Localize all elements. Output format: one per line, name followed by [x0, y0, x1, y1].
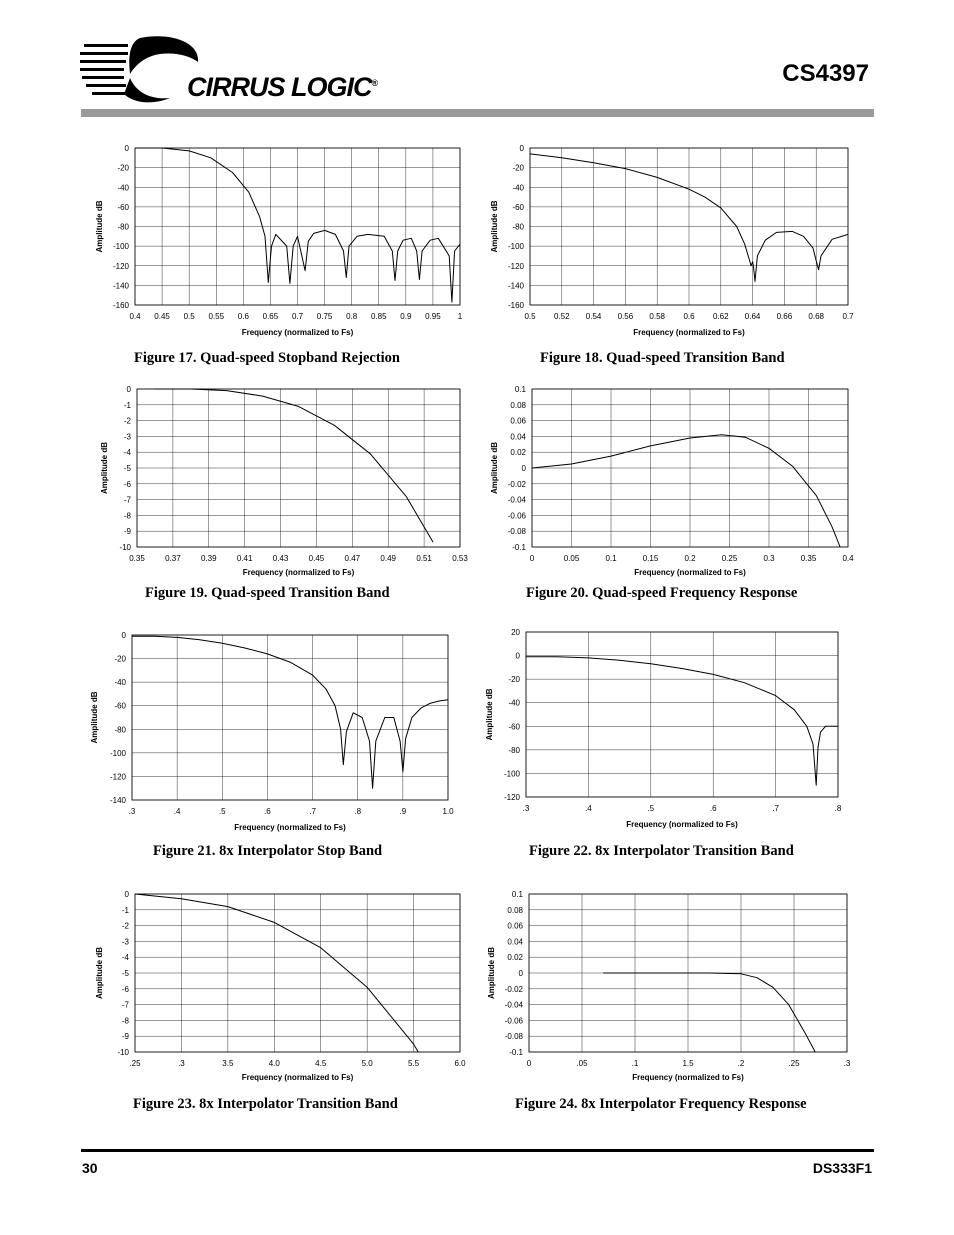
y-tick-label: -40	[117, 183, 129, 193]
x-tick-label: 0.5	[524, 312, 536, 321]
x-tick-label: 0.66	[776, 312, 793, 321]
chart-svg	[90, 140, 470, 340]
chart-svg	[95, 380, 475, 580]
caption-fig22: Figure 22. 8x Interpolator Transition Band	[529, 843, 794, 859]
x-tick-label: 0.68	[808, 312, 824, 321]
x-tick-label: .5	[647, 804, 655, 813]
x-tick-label: 0.6	[237, 312, 249, 321]
x-tick-label: 0.47	[344, 554, 361, 563]
chart-svg	[85, 625, 465, 835]
y-tick-label: 0.08	[507, 905, 523, 915]
x-tick-label: .6	[264, 807, 271, 816]
caption-fig24: Figure 24. 8x Interpolator Frequency Response	[515, 1096, 807, 1112]
x-tick-label: 0.95	[425, 312, 441, 321]
y-tick-label: -8	[123, 511, 131, 521]
y-tick-label: -140	[109, 796, 126, 805]
y-tick-label: -80	[508, 745, 520, 755]
chart-fig23	[90, 885, 470, 1085]
y-axis-label: Amplitude dB	[490, 200, 499, 253]
x-tick-label: 0.5	[183, 312, 195, 321]
x-tick-label: 0.9	[400, 312, 412, 321]
y-tick-label: -120	[109, 772, 126, 782]
y-tick-label: -0.02	[504, 984, 523, 994]
y-tick-label: -40	[508, 698, 520, 708]
y-axis-label: Amplitude dB	[100, 442, 109, 494]
y-tick-label: -5	[123, 464, 131, 473]
y-tick-label: -0.08	[507, 527, 526, 537]
y-tick-label: -10	[117, 1048, 129, 1057]
x-tick-label: 0.52	[554, 312, 570, 321]
x-tick-label: 0.25	[721, 554, 738, 563]
y-tick-label: -6	[123, 479, 131, 489]
x-tick-label: 1.5	[682, 1059, 694, 1068]
x-tick-label: 4.0	[268, 1059, 280, 1068]
x-tick-label: 0.41	[236, 554, 253, 563]
x-axis-label: Frequency (normalized to Fs)	[242, 568, 355, 577]
x-tick-label: .25	[788, 1059, 800, 1068]
y-tick-label: -100	[507, 242, 524, 252]
x-tick-label: 0.75	[316, 312, 333, 321]
y-tick-label: 0	[515, 651, 520, 661]
y-tick-label: -20	[117, 163, 129, 173]
x-tick-label: .6	[709, 804, 717, 813]
y-tick-label: 0	[518, 969, 523, 978]
y-tick-label: -40	[512, 183, 524, 193]
x-tick-label: 0.39	[200, 554, 217, 563]
y-tick-label: -7	[121, 1000, 129, 1010]
x-tick-label: 0.65	[262, 312, 279, 321]
y-tick-label: 20	[511, 628, 520, 637]
logo-wordmark: CIRRUS LOGIC®	[187, 72, 378, 102]
chart-svg	[480, 622, 860, 832]
x-tick-label: 0.3	[763, 554, 775, 563]
y-tick-label: -80	[512, 222, 524, 232]
y-tick-label: -3	[121, 937, 129, 947]
x-axis-label: Frequency (normalized to Fs)	[234, 823, 346, 832]
y-tick-label: 0	[519, 144, 524, 153]
chart-fig21	[85, 625, 465, 835]
y-tick-label: 0.04	[507, 937, 523, 947]
y-tick-label: 0	[121, 631, 126, 640]
x-tick-label: 0.1	[605, 554, 617, 563]
y-tick-label: -0.06	[504, 1016, 523, 1026]
x-tick-label: 0	[529, 554, 535, 563]
y-tick-label: -60	[117, 202, 129, 212]
y-axis-label: Amplitude dB	[95, 200, 104, 253]
x-tick-label: 4.5	[315, 1059, 327, 1068]
x-tick-label: .9	[399, 807, 407, 816]
x-tick-label: 0	[526, 1059, 532, 1068]
x-tick-label: .2	[737, 1059, 745, 1068]
page-number: 30	[82, 1160, 98, 1176]
y-tick-label: -60	[508, 722, 520, 732]
x-axis-label: Frequency (normalized to Fs)	[634, 568, 746, 577]
y-tick-label: -0.04	[507, 495, 526, 505]
x-tick-label: .3	[522, 804, 530, 813]
x-tick-label: 6.0	[454, 1059, 466, 1068]
x-tick-label: .7	[772, 804, 779, 813]
x-axis-label: Frequency (normalized to Fs)	[632, 1073, 744, 1082]
y-tick-label: 0.04	[510, 432, 526, 442]
plot-frame	[526, 632, 838, 797]
y-tick-label: -1	[121, 905, 129, 915]
y-tick-label: -1	[123, 400, 131, 410]
y-tick-label: 0	[521, 464, 526, 473]
caption-fig17: Figure 17. Quad-speed Stopband Rejection	[134, 350, 400, 366]
y-tick-label: 0	[124, 144, 129, 153]
y-tick-label: -2	[121, 921, 129, 931]
x-tick-label: 1	[457, 312, 463, 321]
chart-fig19	[95, 380, 475, 580]
chart-fig20	[485, 380, 865, 580]
y-axis-label: Amplitude dB	[487, 947, 496, 999]
y-tick-label: -140	[507, 281, 524, 291]
y-tick-label: -100	[109, 748, 126, 758]
x-tick-label: 0.64	[744, 312, 761, 321]
x-axis-label: Frequency (normalized to Fs)	[626, 820, 738, 829]
x-tick-label: 0.05	[563, 554, 580, 563]
y-tick-label: -3	[123, 432, 131, 442]
y-axis-label: Amplitude dB	[95, 947, 104, 999]
y-tick-label: -0.08	[504, 1032, 523, 1042]
x-tick-label: 0.37	[165, 554, 181, 563]
y-tick-label: 0.06	[510, 416, 526, 426]
y-tick-label: 0	[126, 385, 131, 394]
x-tick-label: 0.49	[380, 554, 397, 563]
x-tick-label: 0.51	[416, 554, 432, 563]
x-tick-label: 5.5	[408, 1059, 420, 1068]
y-tick-label: -80	[117, 222, 129, 232]
x-tick-label: 0.45	[308, 554, 325, 563]
x-tick-label: 0.55	[208, 312, 225, 321]
y-tick-label: -9	[121, 1032, 129, 1042]
y-tick-label: -140	[112, 281, 129, 291]
y-tick-label: 0.02	[507, 953, 523, 963]
chart-svg	[482, 885, 862, 1085]
y-tick-label: -10	[119, 543, 131, 552]
y-tick-label: 0.06	[507, 921, 523, 931]
x-axis-label: Frequency (normalized to Fs)	[241, 328, 354, 337]
y-tick-label: -20	[114, 654, 126, 664]
x-axis-label: Frequency (normalized to Fs)	[241, 1073, 354, 1082]
x-tick-label: .3	[178, 1059, 185, 1068]
x-tick-label: .4	[585, 804, 592, 813]
x-tick-label: 0.56	[617, 312, 634, 321]
caption-fig20: Figure 20. Quad-speed Frequency Response	[526, 585, 798, 601]
y-tick-label: 0	[124, 890, 129, 899]
y-tick-label: -0.1	[512, 543, 526, 552]
x-tick-label: .25	[129, 1059, 141, 1068]
x-axis-label: Frequency (normalized to Fs)	[633, 328, 745, 337]
y-tick-label: -40	[114, 678, 126, 688]
caption-fig19: Figure 19. Quad-speed Transition Band	[145, 585, 390, 601]
chart-fig24	[482, 885, 862, 1085]
x-tick-label: .4	[173, 807, 181, 816]
chart-svg	[485, 380, 865, 580]
y-tick-label: -6	[121, 984, 129, 994]
y-tick-label: -2	[123, 416, 131, 426]
chart-fig17	[90, 140, 470, 340]
y-tick-label: -20	[512, 163, 524, 173]
x-tick-label: .7	[309, 807, 316, 816]
y-tick-label: -60	[114, 701, 126, 711]
y-tick-label: 0.02	[510, 448, 526, 458]
y-axis-label: Amplitude dB	[485, 688, 494, 741]
x-tick-label: 0.4	[129, 312, 141, 321]
caption-fig23: Figure 23. 8x Interpolator Transition Band	[133, 1096, 398, 1112]
y-tick-label: 0.08	[510, 400, 526, 410]
y-tick-label: -20	[508, 675, 520, 685]
y-axis-label: Amplitude dB	[90, 691, 99, 744]
plot-frame	[132, 635, 448, 800]
y-tick-label: 0.1	[514, 385, 526, 394]
y-tick-label: -120	[507, 261, 524, 271]
x-tick-label: 0.4	[842, 554, 854, 563]
x-tick-label: 0.58	[649, 312, 665, 321]
y-tick-label: -4	[123, 448, 131, 458]
x-tick-label: 0.15	[642, 554, 659, 563]
x-tick-label: 0.62	[713, 312, 729, 321]
x-tick-label: 0.54	[585, 312, 602, 321]
y-tick-label: -4	[121, 953, 129, 963]
x-tick-label: 0.6	[683, 312, 695, 321]
x-tick-label: .05	[576, 1059, 588, 1068]
x-tick-label: .1	[631, 1059, 639, 1068]
x-tick-label: 0.7	[842, 312, 854, 321]
chart-svg	[485, 140, 865, 340]
x-tick-label: 5.0	[361, 1059, 373, 1068]
chart-fig18	[485, 140, 865, 340]
y-tick-label: -160	[112, 301, 129, 310]
y-tick-label: -0.1	[509, 1048, 523, 1057]
y-tick-label: -7	[123, 495, 131, 505]
x-tick-label: .5	[218, 807, 226, 816]
y-tick-label: -120	[503, 793, 520, 802]
x-tick-label: 0.35	[800, 554, 817, 563]
x-tick-label: 0.45	[154, 312, 170, 321]
y-tick-label: -5	[121, 969, 129, 978]
x-tick-label: 0.53	[452, 554, 468, 563]
x-tick-label: 0.2	[684, 554, 696, 563]
doc-id: DS333F1	[812, 1160, 872, 1176]
y-tick-label: -0.02	[507, 479, 526, 489]
y-tick-label: -100	[503, 769, 520, 779]
y-tick-label: -120	[112, 261, 129, 271]
header-rule	[81, 109, 874, 117]
x-tick-label: 0.7	[291, 312, 304, 321]
x-tick-label: 0.85	[370, 312, 387, 321]
x-tick-label: .8	[354, 807, 362, 816]
y-tick-label: -0.06	[507, 511, 526, 521]
y-tick-label: -9	[123, 527, 131, 537]
x-tick-label: .3	[128, 807, 136, 816]
y-tick-label: -0.04	[504, 1000, 523, 1010]
chart-svg	[90, 885, 470, 1085]
footer-rule	[81, 1149, 874, 1152]
y-tick-label: -60	[512, 202, 524, 212]
y-tick-label: 0.1	[511, 890, 523, 899]
y-tick-label: -80	[114, 725, 126, 735]
x-tick-label: 0.35	[129, 554, 145, 563]
y-tick-label: -100	[112, 242, 129, 252]
caption-fig21: Figure 21. 8x Interpolator Stop Band	[153, 843, 383, 859]
x-tick-label: 3.5	[222, 1059, 234, 1068]
y-tick-label: -8	[121, 1016, 129, 1026]
x-tick-label: 0.43	[272, 554, 289, 563]
y-axis-label: Amplitude dB	[490, 442, 499, 494]
x-tick-label: .3	[843, 1059, 851, 1068]
y-tick-label: -160	[507, 301, 524, 310]
x-tick-label: 1.0	[442, 807, 454, 816]
x-tick-label: 0.8	[346, 312, 358, 321]
x-tick-label: .8	[834, 804, 842, 813]
caption-fig18: Figure 18. Quad-speed Transition Band	[540, 350, 785, 366]
part-number: CS4397	[782, 60, 869, 87]
chart-fig22	[480, 622, 860, 832]
